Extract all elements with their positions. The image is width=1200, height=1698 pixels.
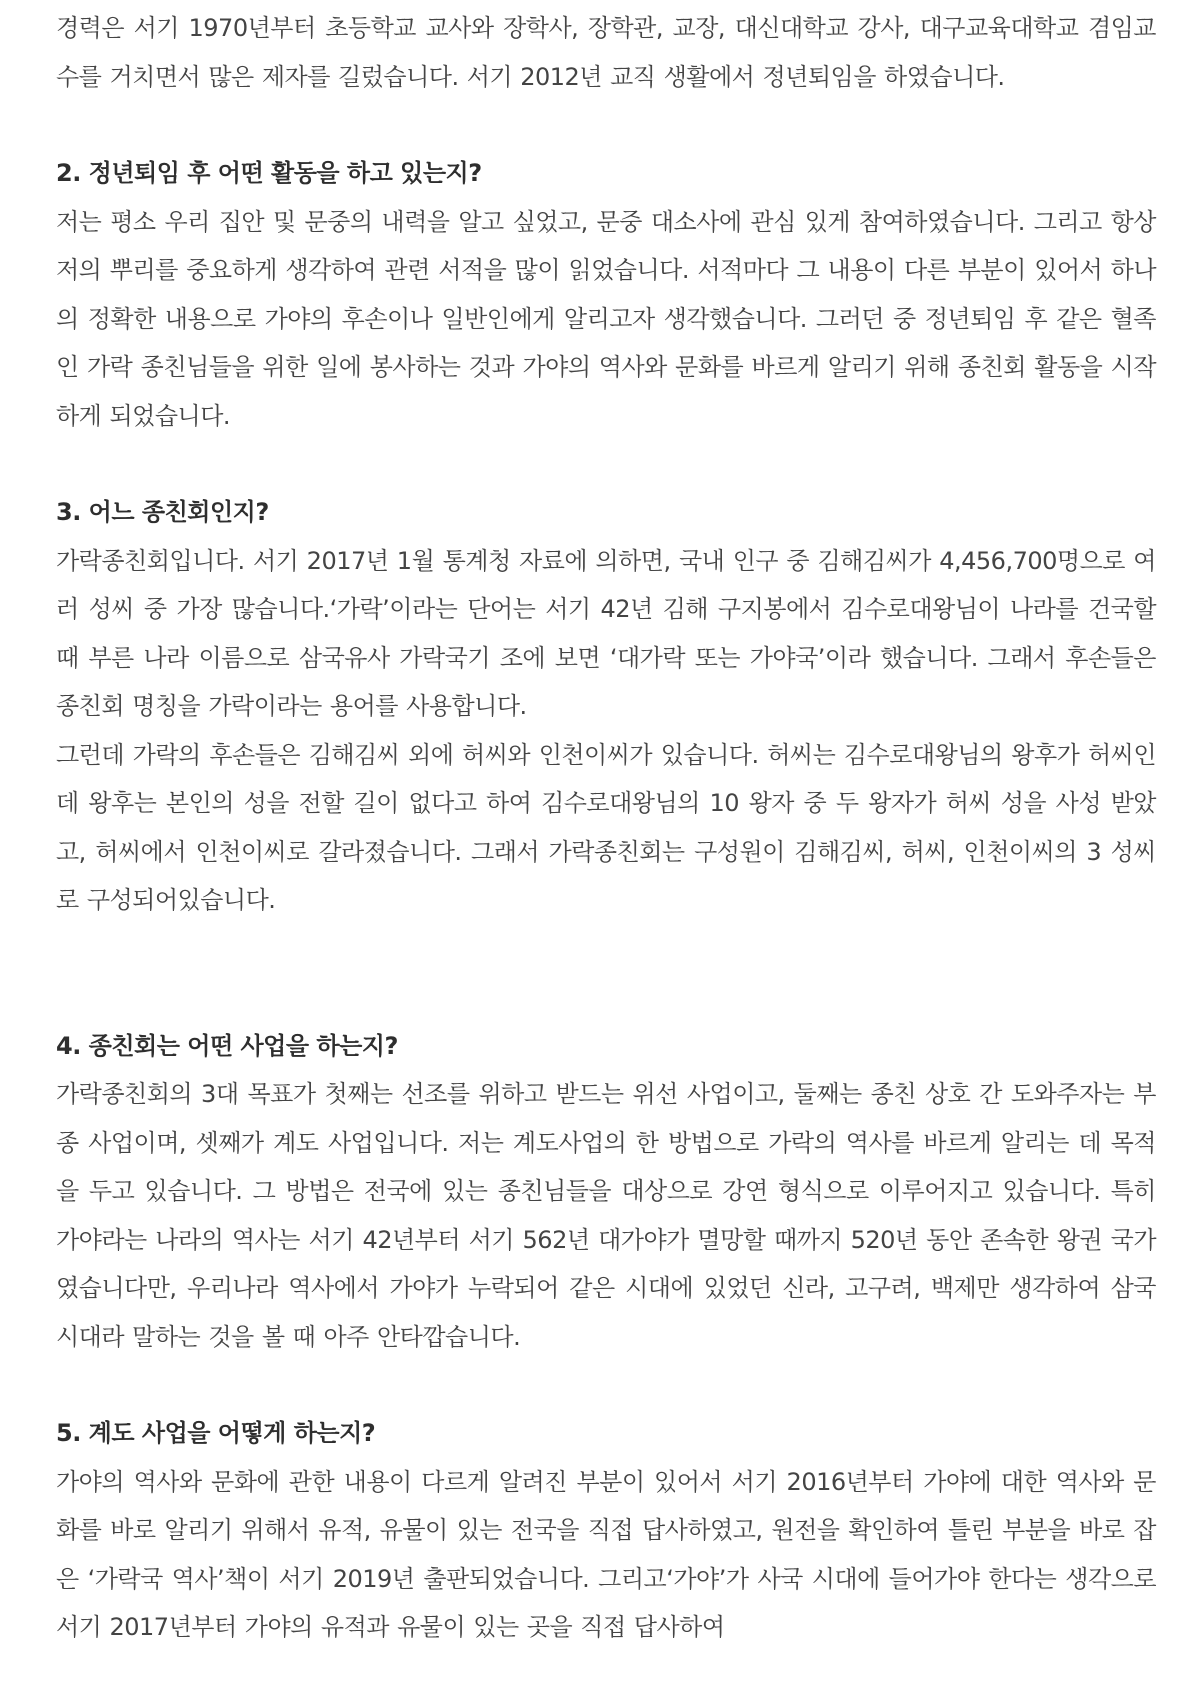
section-which-clan-society (56, 488, 1156, 925)
section-education-project (56, 1409, 1156, 1652)
section-spacer (56, 101, 1156, 149)
section-paragraph: 가락종친회의 3대 목표가 첫째는 선조를 위하고 받드는 위선 사업이고, 둘째는 종친 상호 간 도와주자는 부종 사업이며, 셋째가 계도 사업입니다. 저는 계도사업의 한 방법으로 가락의 역사를 바르게 알리는 데 목적을 두고 있습니다. 그 방법은 전국에 있는 종친님들을 대상으로 강연 형식으로 이루어지고 있습니다. 특히 가야라는 나라의 역사는 서기 42년부터 서기 562년 대가야가 멸망할 때까지 520년 동안 존속한 왕권 국가였습니다만, 우리나라 역사에서 가야가 누락되어 같은 시대에 있었던 신라, 고구려, 백제만 생각하여 삼국 시대라 말하는 것을 볼 때 아주 안타깝습니다. (56, 1080, 1156, 1351)
section-retirement-activities (56, 149, 1156, 440)
section-paragraph: 가락종친회입니다. 서기 2017년 1월 통계청 자료에 의하면, 국내 인구 중 김해김씨가 4,456,700명으로 여러 성씨 중 가장 많습니다.‘가락’이라는 단어는 서기 42년 김해 구지봉에서 김수로대왕님이 나라를 건국할 때 부른 나라 이름으로 삼국유사 가락국기 조에 보면 ‘대가락 또는 가야국’이라 했습니다. 그래서 후손들은 종친회 명칭을 가락이라는 용어를 사용합니다. (56, 546, 1156, 720)
section-spacer (56, 1361, 1156, 1409)
section-society-projects (56, 1022, 1156, 1362)
intro-paragraph: 경력은 서기 1970년부터 초등학교 교사와 장학사, 장학관, 교장, 대신대학교 강사, 대구교육대학교 겸임교수를 거치면서 많은 제자를 길렀습니다. 서기 2012년 교직 생활에서 정년퇴임을 하였습니다. (56, 14, 1156, 91)
section-heading: 2. 정년퇴임 후 어떤 활동을 하고 있는지? (56, 159, 482, 187)
section-heading: 5. 계도 사업을 어떻게 하는지? (56, 1419, 376, 1447)
section-spacer (56, 925, 1156, 1022)
section-paragraph: 그런데 가락의 후손들은 김해김씨 외에 허씨와 인천이씨가 있습니다. 허씨는 김수로대왕님의 왕후가 허씨인데 왕후는 본인의 성을 전할 길이 없다고 하여 김수로대왕님의 10 왕자 중 두 왕자가 허씨 성을 사성 받았고, 허씨에서 인천이씨로 갈라졌습니다. 그래서 가락종친회는 구성원이 김해김씨, 허씨, 인천이씨의 3 성씨로 구성되어있습니다. (56, 740, 1156, 914)
section-paragraph: 가야의 역사와 문화에 관한 내용이 다르게 알려진 부분이 있어서 서기 2016년부터 가야에 대한 역사와 문화를 바로 알리기 위해서 유적, 유물이 있는 전국을 직접 답사하였고, 원전을 확인하여 틀린 부분을 바로 잡은 ‘가락국 역사’책이 서기 2019년 출판되었습니다. 그리고‘가야’가 사국 시대에 들어가야 한다는 생각으로 서기 2017년부터 가야의 유적과 유물이 있는 곳을 직접 답사하여 (56, 1467, 1156, 1641)
article-body (56, 4, 1156, 1652)
section-spacer (56, 440, 1156, 488)
section-paragraph: 저는 평소 우리 집안 및 문중의 내력을 알고 싶었고, 문중 대소사에 관심 있게 참여하였습니다. 그리고 항상 저의 뿌리를 중요하게 생각하여 관련 서적을 많이 읽었습니다. 서적마다 그 내용이 다른 부분이 있어서 하나의 정확한 내용으로 가야의 후손이나 일반인에게 알리고자 생각했습니다. 그러던 중 정년퇴임 후 같은 혈족인 가락 종친님들을 위한 일에 봉사하는 것과 가야의 역사와 문화를 바르게 알리기 위해 종친회 활동을 시작하게 되었습니다. (56, 207, 1156, 430)
section-heading: 3. 어느 종친회인지? (56, 498, 269, 526)
section-heading: 4. 종친회는 어떤 사업을 하는지? (56, 1031, 398, 1060)
